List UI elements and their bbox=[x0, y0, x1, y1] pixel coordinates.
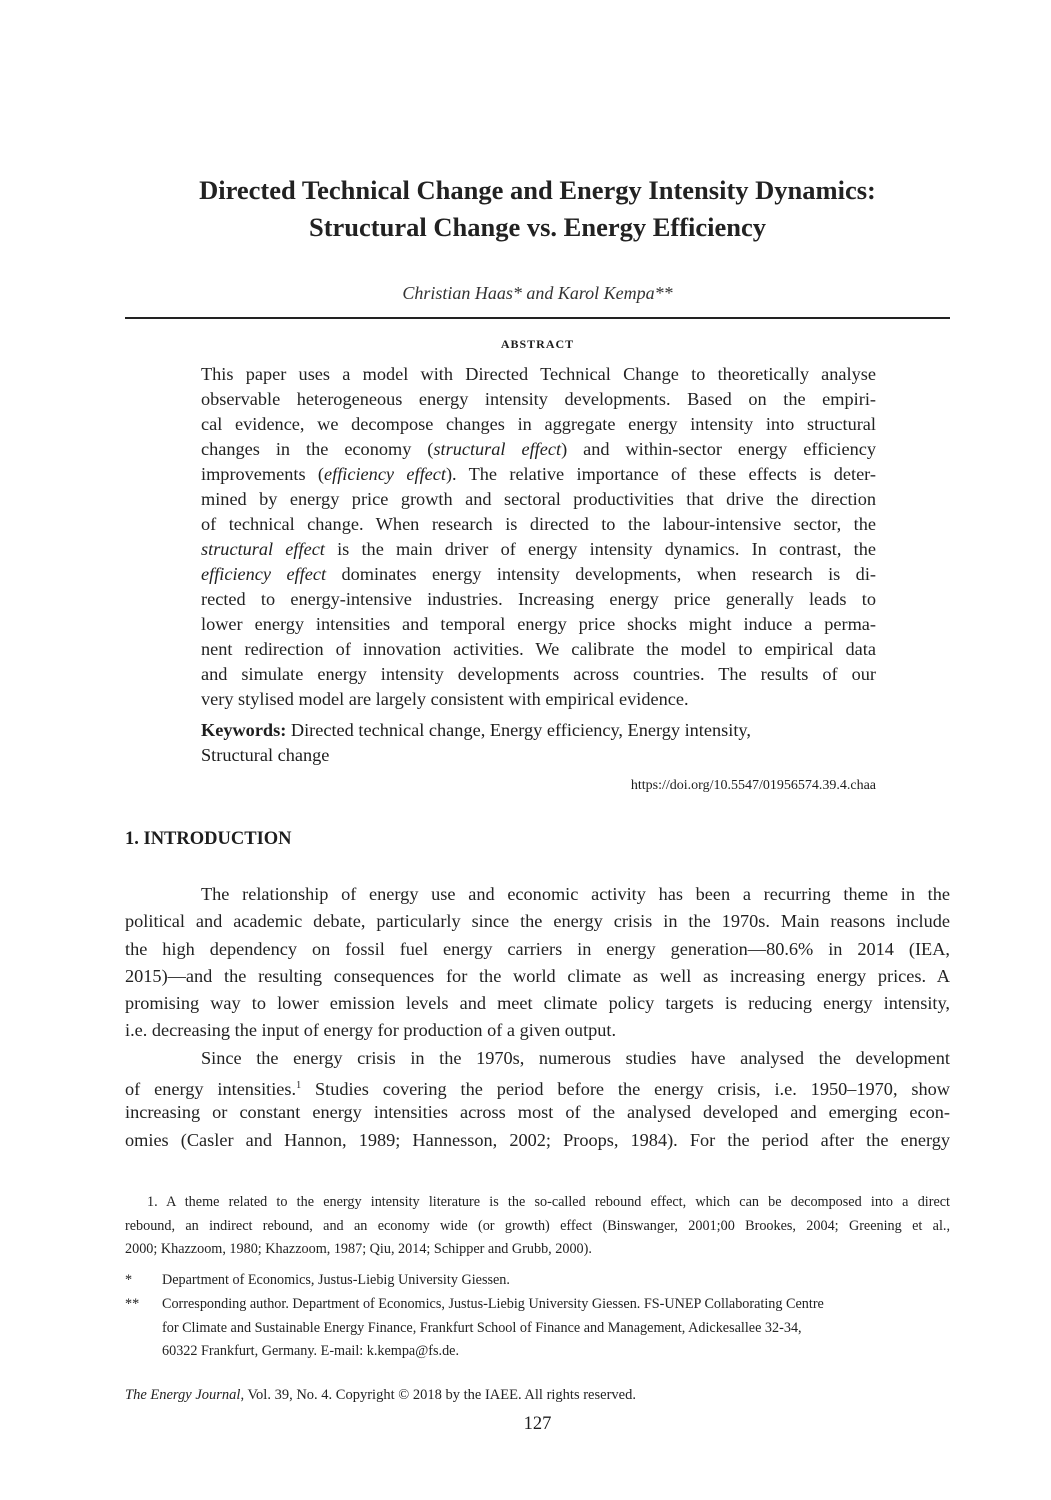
affiliation-mark: * bbox=[125, 1272, 133, 1288]
abstract-line: of technical change. When research is directed to the labour-intensive sector, the bbox=[201, 514, 876, 534]
paper-title bbox=[125, 172, 950, 246]
title-line-1: Directed Technical Change and Energy Intensity Dynamics: bbox=[199, 175, 876, 205]
abstract-line: improvements (efficiency effect). The relative importance of these effects is deter- bbox=[201, 464, 876, 484]
body-line: 2015)—and the resulting consequences for the world climate as well as increasing energy prices. A bbox=[125, 965, 950, 986]
affiliation-2 bbox=[125, 1293, 950, 1364]
affiliation-1 bbox=[125, 1269, 950, 1293]
body-line: the high dependency on fossil fuel energy carriers in energy generation—80.6% in 2014 (IEA, bbox=[125, 938, 950, 959]
body-line: The relationship of energy use and economic activity has been a recurring theme in the bbox=[201, 884, 950, 904]
doi-link[interactable]: https://doi.org/10.5547/01956574.39.4.chaa bbox=[630, 778, 876, 793]
affiliation-mark: ** bbox=[125, 1296, 140, 1312]
keywords bbox=[201, 718, 876, 768]
body-line: political and academic debate, particularly since the energy crisis in the 1970s. Main reasons include bbox=[125, 911, 950, 932]
keywords-text: Directed technical change, Energy efficiency, Energy intensity, bbox=[286, 720, 751, 740]
body-line: promising way to lower emission levels and meet climate policy targets is reducing energy intensity, bbox=[125, 993, 950, 1014]
abstract-line: lower energy intensities and temporal energy price shocks might induce a perma- bbox=[201, 614, 876, 634]
body-line: Since the energy crisis in the 1970s, numerous studies have analysed the development bbox=[201, 1047, 950, 1068]
affiliation-text: Corresponding author. Department of Economics, Justus-Liebig University Giessen. FS-UNEP Collaborating Centre bbox=[162, 1296, 824, 1312]
affiliation-text: 60322 Frankfurt, Germany. E-mail: k.kempa@fs.de. bbox=[162, 1343, 460, 1359]
journal-name: The Energy Journal bbox=[125, 1387, 241, 1403]
abstract-line: nent redirection of innovation activities. We calibrate the model to empirical data bbox=[201, 639, 876, 659]
abstract-line: structural effect is the main driver of energy intensity dynamics. In contrast, the bbox=[201, 539, 876, 559]
body-text bbox=[125, 881, 950, 1154]
footnote-line: 2000; Khazzoom, 1980; Khazzoom, 1987; Qiu, 2014; Schipper and Grubb, 2000). bbox=[125, 1241, 592, 1257]
abstract-line: rected to energy-intensive industries. Increasing energy price generally leads to bbox=[201, 589, 876, 609]
journal-details: , Vol. 39, No. 4. Copyright © 2018 by the IAEE. All rights reserved. bbox=[240, 1387, 636, 1403]
body-line: of energy intensities.$^1$ Studies covering the period before the energy crisis, i.e. 1950–1970, show bbox=[125, 1079, 950, 1100]
keywords-line-2: Structural change bbox=[201, 745, 330, 765]
keywords-line-1 bbox=[201, 718, 876, 743]
page-number: 127 bbox=[523, 1414, 552, 1434]
footnote-ref[interactable]: 1 bbox=[296, 1080, 302, 1092]
footnote-line: rebound, an indirect rebound, and an economy wide (or growth) effect (Binswanger, 2001;00 Brookes, 2004; Greening et al., bbox=[125, 1217, 950, 1234]
affiliation-text: for Climate and Sustainable Energy Finance, Frankfurt School of Finance and Management, Adickesallee 32-34, bbox=[162, 1319, 802, 1336]
section-heading: 1. INTRODUCTION bbox=[125, 829, 292, 849]
abstract-line: observable heterogeneous energy intensity developments. Based on the empiri- bbox=[201, 389, 876, 409]
body-line: omies (Casler and Hannon, 1989; Hannesson, 2002; Proops, 1984). For the period after the energy bbox=[125, 1129, 950, 1150]
body-line: i.e. decreasing the input of energy for production of a given output. bbox=[125, 1020, 617, 1041]
keywords-label: Keywords: bbox=[201, 720, 287, 740]
authors: Christian Haas* and Karol Kempa** bbox=[402, 283, 673, 303]
abstract-line: mined by energy price growth and sectoral productivities that drive the direction bbox=[201, 489, 876, 509]
abstract-line: changes in the economy (structural effect) and within-sector energy efficiency bbox=[201, 439, 877, 459]
body-line: increasing or constant energy intensities across most of the analysed developed and emerging econ- bbox=[125, 1102, 950, 1123]
abstract-line: cal evidence, we decompose changes in aggregate energy intensity into structural bbox=[201, 414, 876, 434]
footnote bbox=[125, 1191, 950, 1262]
title-line-2: Structural Change vs. Energy Efficiency bbox=[308, 212, 767, 242]
abstract-line: and simulate energy intensity developments across countries. The results of our bbox=[201, 664, 876, 684]
abstract-line: This paper uses a model with Directed Technical Change to theoretically analyse bbox=[201, 364, 876, 384]
abstract-text bbox=[201, 362, 876, 712]
header-rule bbox=[125, 317, 950, 319]
affiliation-text: Department of Economics, Justus-Liebig University Giessen. bbox=[162, 1272, 510, 1288]
footnote-line: 1. A theme related to the energy intensity literature is the so-called rebound effect, which can be decomposed into a direct bbox=[147, 1194, 950, 1210]
abstract-line: very stylised model are largely consistent with empirical evidence. bbox=[201, 689, 689, 709]
journal-citation bbox=[125, 1385, 636, 1405]
abstract-heading: ABSTRACT bbox=[500, 337, 575, 351]
abstract-line: efficiency effect dominates energy intensity developments, when research is di- bbox=[201, 564, 876, 584]
